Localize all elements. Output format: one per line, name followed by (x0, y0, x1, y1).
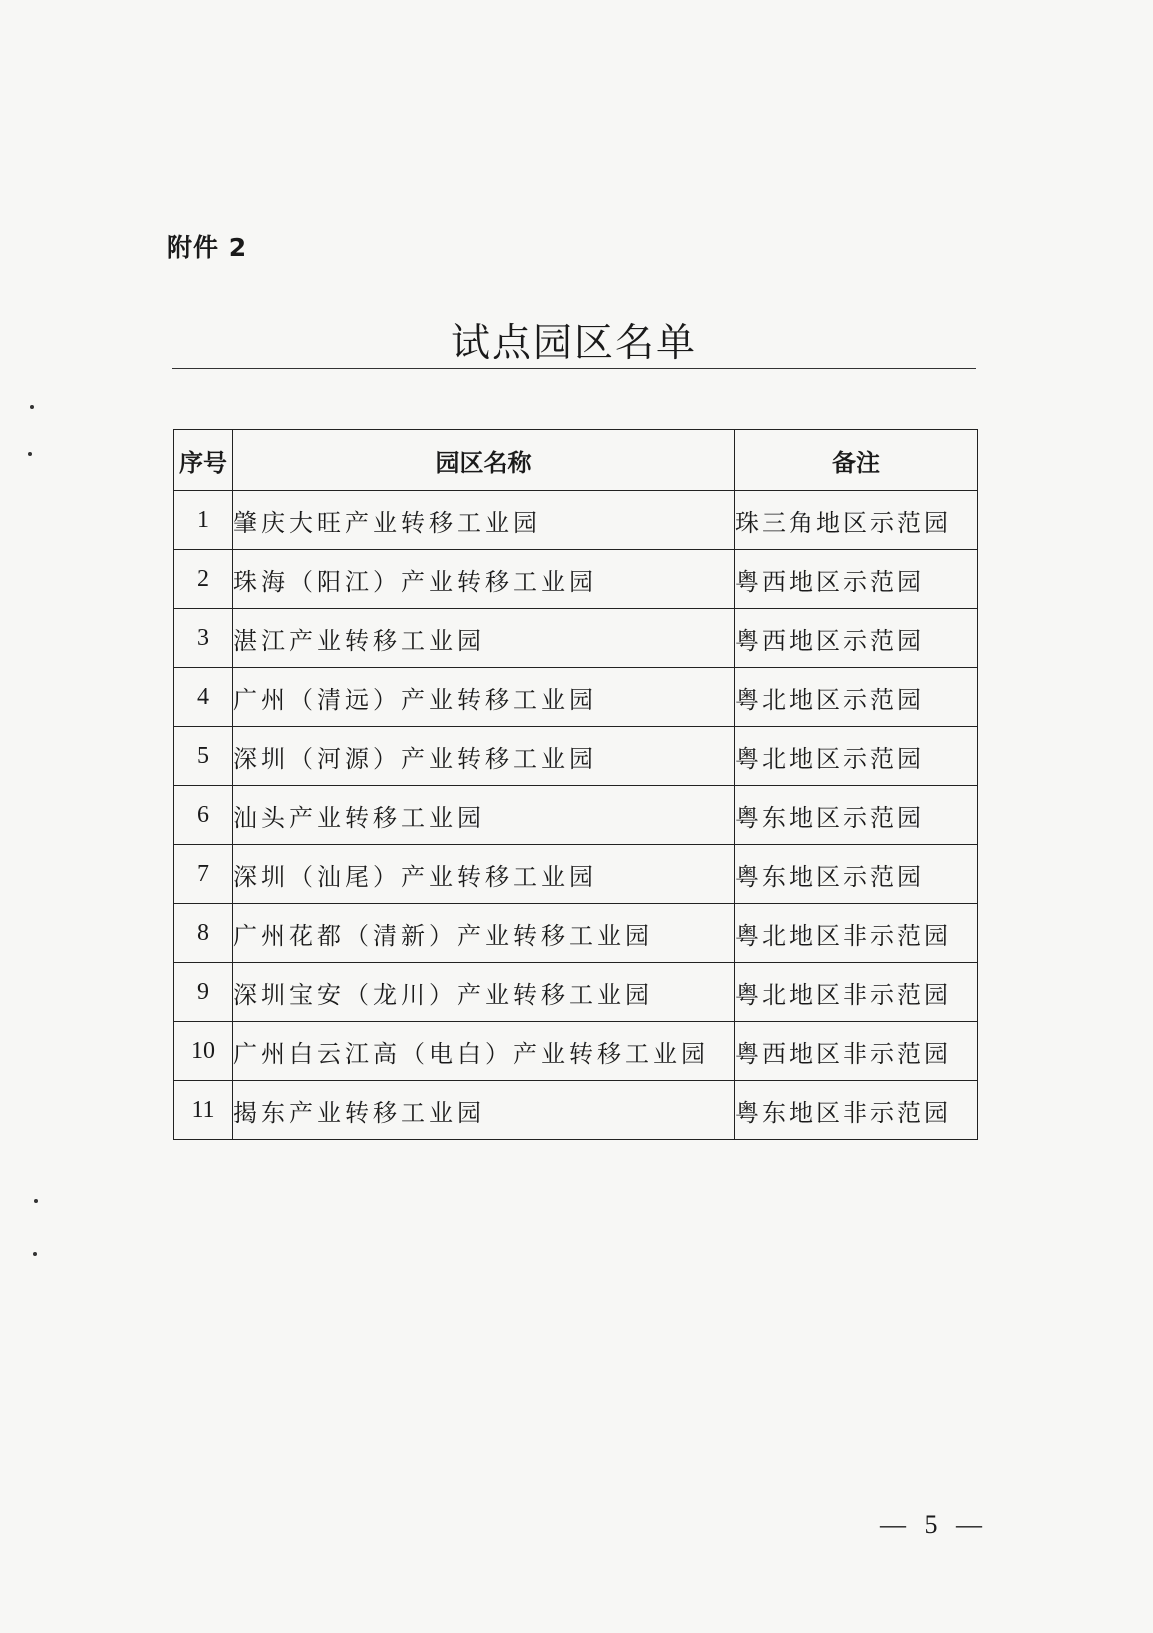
title-underline (172, 368, 976, 369)
serial-number-cell: 5 (174, 727, 233, 786)
serial-number-cell: 2 (174, 550, 233, 609)
remarks-cell: 粤东地区非示范园 (735, 1081, 978, 1140)
park-name-cell: 深圳（河源）产业转移工业园 (233, 727, 735, 786)
remarks-cell: 粤西地区非示范园 (735, 1022, 978, 1081)
serial-number-cell: 4 (174, 668, 233, 727)
park-name-cell: 广州白云江高（电白）产业转移工业园 (233, 1022, 735, 1081)
document-title: 试点园区名单 (450, 321, 697, 366)
serial-number-cell: 3 (174, 609, 233, 668)
table-row (174, 963, 978, 1022)
park-name-cell: 广州（清远）产业转移工业园 (233, 668, 735, 727)
serial-number-cell: 10 (174, 1022, 233, 1081)
remarks-cell: 粤东地区示范园 (735, 845, 978, 904)
serial-number-cell: 11 (174, 1081, 233, 1140)
header-serial-number: 序号 (174, 430, 233, 491)
table-row (174, 1022, 978, 1081)
table-row (174, 904, 978, 963)
remarks-cell: 粤东地区示范园 (735, 786, 978, 845)
header-remarks: 备注 (735, 430, 978, 491)
remarks-cell: 粤北地区非示范园 (735, 904, 978, 963)
remarks-cell: 粤北地区示范园 (735, 727, 978, 786)
park-name-cell: 珠海（阳江）产业转移工业园 (233, 550, 735, 609)
remarks-cell: 粤西地区示范园 (735, 550, 978, 609)
serial-number-cell: 9 (174, 963, 233, 1022)
pilot-park-table (173, 429, 978, 1140)
page-number: — 5 — (880, 1510, 988, 1539)
table-row (174, 845, 978, 904)
park-name-cell: 广州花都（清新）产业转移工业园 (233, 904, 735, 963)
scan-speck (28, 452, 32, 456)
serial-number-cell: 7 (174, 845, 233, 904)
serial-number-cell: 8 (174, 904, 233, 963)
table-row (174, 1081, 978, 1140)
park-name-cell: 肇庆大旺产业转移工业园 (233, 491, 735, 550)
table-row (174, 727, 978, 786)
park-name-cell: 湛江产业转移工业园 (233, 609, 735, 668)
table-row (174, 609, 978, 668)
remarks-cell: 粤北地区非示范园 (735, 963, 978, 1022)
serial-number-cell: 6 (174, 786, 233, 845)
park-name-cell: 深圳（汕尾）产业转移工业园 (233, 845, 735, 904)
table-row (174, 491, 978, 550)
scan-speck (33, 1252, 37, 1256)
header-park-name: 园区名称 (233, 430, 735, 491)
table-header-row (174, 430, 978, 491)
remarks-cell: 粤西地区示范园 (735, 609, 978, 668)
remarks-cell: 珠三角地区示范园 (735, 491, 978, 550)
park-name-cell: 汕头产业转移工业园 (233, 786, 735, 845)
table-row (174, 786, 978, 845)
table-row (174, 550, 978, 609)
scan-speck (30, 405, 34, 409)
remarks-cell: 粤北地区示范园 (735, 668, 978, 727)
attachment-label: 附件 2 (167, 233, 248, 262)
park-name-cell: 揭东产业转移工业园 (233, 1081, 735, 1140)
park-name-cell: 深圳宝安（龙川）产业转移工业园 (233, 963, 735, 1022)
scan-speck (34, 1199, 38, 1203)
table-row (174, 668, 978, 727)
serial-number-cell: 1 (174, 491, 233, 550)
